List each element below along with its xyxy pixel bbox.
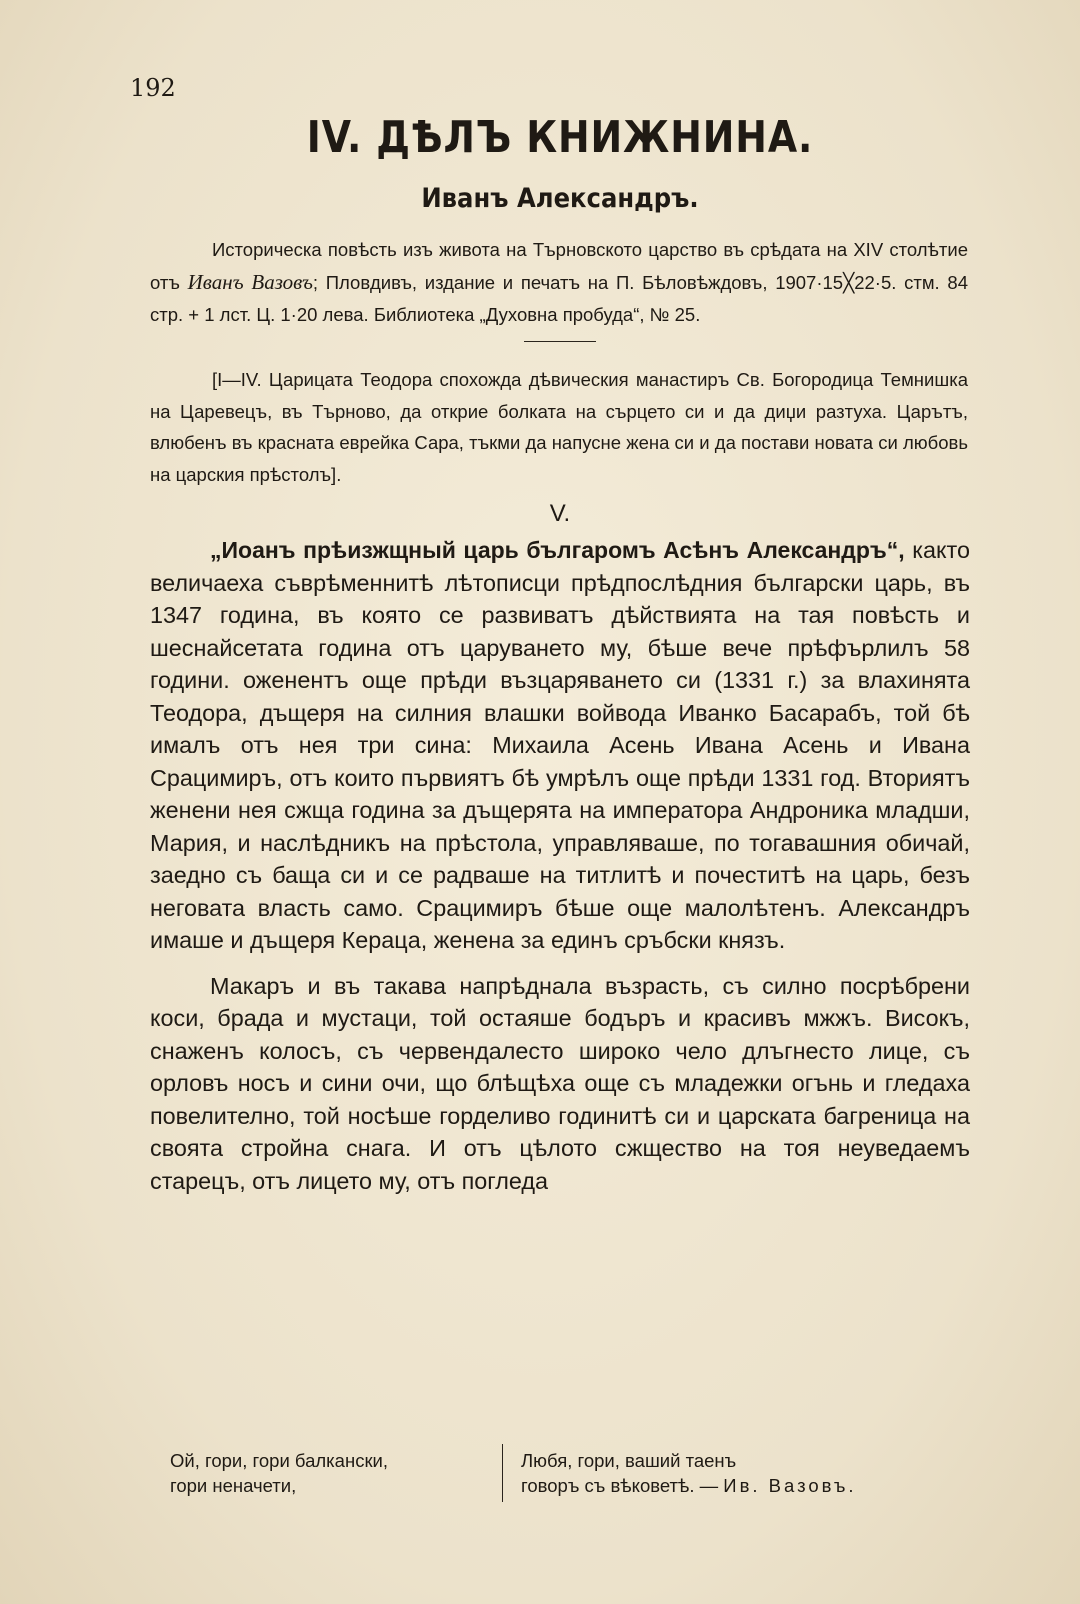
verse-line: гори неначети, bbox=[170, 1475, 297, 1496]
verse-attribution: Ив. Вазовъ. bbox=[723, 1475, 857, 1496]
verse-right-column bbox=[521, 1448, 960, 1500]
chapter-summary: [I—IV. Царицата Теодора спохожда дѣвическия манастиръ Св. Богородица Темнишка на Царевецъ, въ Търново, да открие болката на сърцето си и да диџи разтуха. Царътъ, влюбенъ въ красната еврейка Сара, тъкми да напусне жена си и да постави новата си любовь на царския прѣстолъ]. bbox=[150, 369, 968, 485]
paragraph-2: Макаръ и въ такава напрѣднала възрасть, съ силно посрѣбрени коси, брада и мустаци, той остаяше бодъръ и красивъ мжжъ. Високъ, снаженъ колосъ, съ червендалесто широко чело длъгнесто лице, съ орловъ носъ и сини очи, що блѣщѣха още съ младежки огънь и гледаха повелително, той носѣше горделиво годинитѣ си и царската багреница на своята стройна снага. И отъ цѣлото сжщество на тоя неуведаемъ старецъ, отъ лицето му, отъ погледа bbox=[150, 972, 970, 1194]
paragraph-1 bbox=[150, 534, 970, 957]
notice-author: Иванъ Вазовъ bbox=[187, 270, 313, 294]
verse-footer bbox=[170, 1448, 960, 1500]
paragraph-1-lead: „Иоанъ прѣизжщный царь българомъ Асѣнъ Александръ“, bbox=[210, 537, 905, 563]
notice-text-before-author: Историческа повѣсть изъ живота на Търновското царство въ срѣдата на XIV столѣтие отъ bbox=[150, 239, 968, 293]
verse-line: Ой, гори, гори балкански, bbox=[170, 1450, 389, 1471]
bibliographic-notice bbox=[150, 234, 970, 331]
separator-rule bbox=[524, 341, 596, 342]
page-number: 192 bbox=[130, 74, 176, 102]
paragraph-1-text: както величаеха съврѣменнитѣ лѣтописци прѣдпослѣдния български царь, въ 1347 година, въ която се развиватъ дѣйствията на тая повѣсть и шеснайсетата година отъ царуването му, бѣше вече прѣфърлилъ 58 години. оженентъ още прѣди възцаряването си (1331 г.) за влахинята Теодора, дъщеря на силния влашки войвода Иванко Басарабъ, той бѣ ималъ отъ нея три сина: Михаила Асень Ивана Асень и Ивана Срацимиръ, отъ които първиятъ бѣ умрѣлъ още прѣди 1331 год. Вториятъ женени нея сжща година за дъщерята на императора Андроника младши, Мария, и наслѣдникъ на прѣстола, управляваше, по тогавашния обичай, заедно съ баща си и се радваше на титлитѣ и почеститѣ на царь, безъ неговата власть само. Срацимиръ бѣше още малолѣтенъ. Александръ имаше и дъщеря Кераца, женена за единъ сръбски князъ. bbox=[150, 537, 971, 953]
section-numeral: V. bbox=[549, 500, 571, 527]
verse-line-with-attribution bbox=[521, 1473, 960, 1498]
verse-line: говоръ съ вѣковетѣ. — bbox=[521, 1475, 719, 1496]
verse-divider bbox=[502, 1444, 503, 1502]
book-title: Иванъ Александръ. bbox=[421, 183, 699, 214]
verse-left-column bbox=[170, 1448, 502, 1500]
part-title: IV. ДѢЛЪ КНИЖНИНА. bbox=[306, 112, 814, 163]
verse-line: Любя, гори, ваший таенъ bbox=[521, 1450, 737, 1471]
notice-text-after-author: ; Пловдивъ, издание и печатъ на П. Бѣловѣждовъ, 1907·15╳22·5. стм. 84 стр. + 1 лст. Ц. 1·20 лева. Библиотека „Духовна пробуда“, № 25. bbox=[150, 272, 968, 325]
